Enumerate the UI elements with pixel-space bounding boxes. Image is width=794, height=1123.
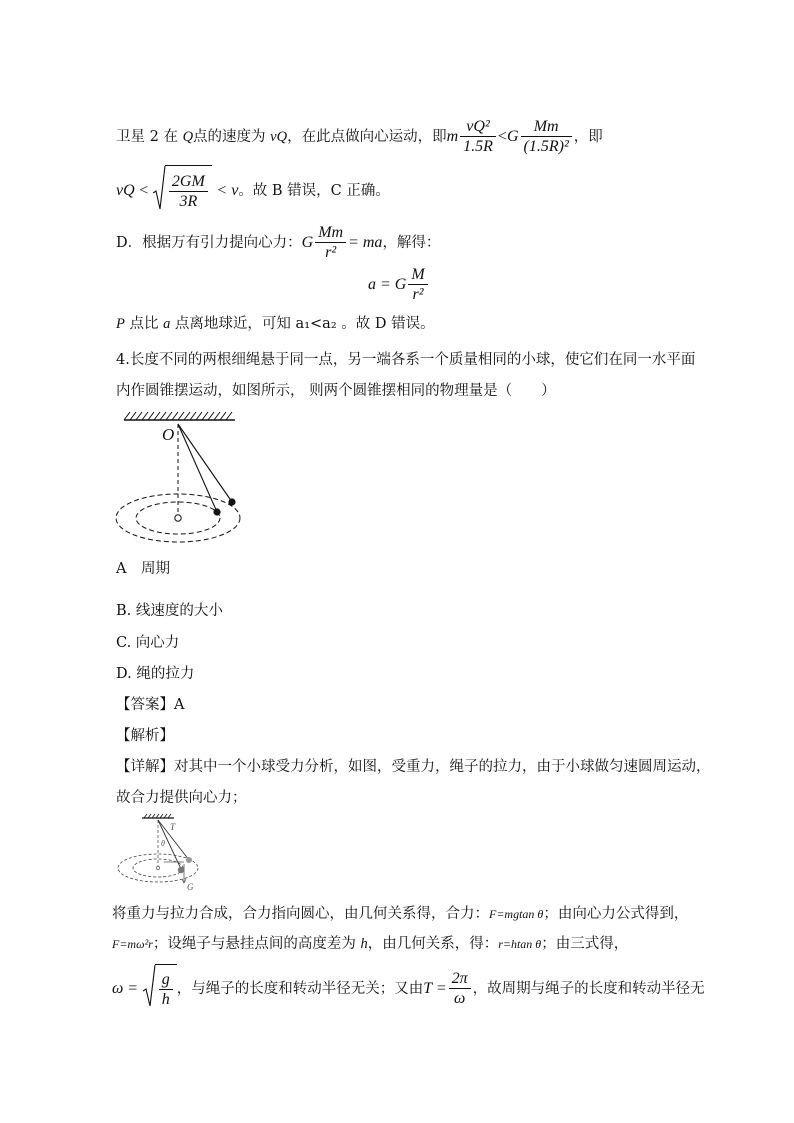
question-4-line-1: 4.长度不同的两根细绳悬于同一点，另一端各系一个质量相同的小球，使它们在同一水平面 [116,352,696,368]
detail-line-2: 故合力提供向心力； [116,790,247,806]
line1-mid2: ，在此点做向心运动，即 [287,129,447,145]
text-line-1 [116,112,603,162]
sqrt-2gm-over-3r: $\frac{2GM}{3R}$ [153,165,212,217]
formula-f-mgtan: F=mgtan θ [489,907,544,921]
fraction-m-over-r2: $\frac{M}{\text{r²}}$ [408,266,427,305]
radical-sign-icon [153,165,166,211]
var-g: G [506,128,519,145]
option-a: A 周期 [116,561,170,577]
line1-prefix: 卫星 2 在 [116,129,183,145]
equals-ma: = ma [348,234,383,251]
a-equals-g: a = G [368,276,407,293]
var-p: P [116,316,125,332]
less-than: < [139,182,149,199]
line2-suffix: 。故 B 错误，C 正确。 [238,183,390,199]
var-a1: a₁ [295,316,311,332]
fraction-vq2-over-1.5r: $\frac{\text{vQ²}}{1.5R}$ [460,118,496,157]
line1-suffix: ，即 [573,129,603,145]
angle-label-theta: θ [161,839,165,848]
detail-line-1: 【详解】对其中一个小球受力分析，如图，受重力，绳子的拉力，由于小球做匀速圆周运动， [116,759,711,775]
bottom-line-3: ω = $\frac{g}{h}$ ，与绳子的长度和转动半径无关；又由T = $\frac{2\pi}{\omega}$ ，故周期与绳子的长度和转动半径无 [112,964,705,1012]
var-h: h [360,936,368,952]
line3-text: D．根据万有引力提向心力： [116,235,302,251]
var-q: Q [182,129,194,145]
var-g: G [301,234,314,251]
formula-acceleration [368,264,430,306]
var-vq: vQ [270,129,288,145]
formula-r-htan: r=htan θ [498,937,542,951]
var-a: a [163,316,171,332]
gravity-label-g: G [187,882,194,892]
option-c: C. 向心力 [116,635,180,651]
tension-label-t: T [170,822,176,832]
bottom-line-1: 将重力与拉力合成，合力指向圆心，由几何关系得，合力：F=mgtan θ；由向心力公式得到， [112,906,689,922]
formula-f-mw2r: F=mω²r [112,937,153,951]
line3-suffix: ，解得： [382,235,441,251]
conical-pendulum-figure [110,410,260,545]
fraction-mm-over-r2: $\frac{Mm}{\text{r²}}$ [315,224,346,263]
answer: 【答案】A [116,697,185,713]
less-than-v: < v [216,182,239,199]
fraction-2pi-over-omega: $\frac{2\pi}{\omega}$ [449,970,471,1009]
line1-mid1: 点的速度为 [193,129,271,145]
question-4-line-2: 内作圆锥摆运动，如图所示， 则两个圆锥摆相同的物理量是（ ） [116,383,556,399]
var-a2: a₂ [322,316,337,332]
var-m: m [446,128,459,145]
pivot-label-o: O [162,425,175,444]
force-analysis-figure [112,812,202,894]
text-line-2 [116,165,390,215]
text-line-3 [116,222,440,264]
sqrt-g-over-h: $\frac{g}{h}$ [143,964,177,1014]
bottom-line-2: F=mω²r；设绳子与悬挂点间的高度差为 h，由几何关系，得：r=htan θ；由三式得， [112,936,629,952]
option-b: B. 线速度的大小 [116,603,223,619]
radical-sign-icon [143,964,156,1008]
t-equals: T = [423,980,447,997]
text-line-5: P 点比 a 点离地球近，可知 a₁<a₂ 。故 D 错误。 [116,316,435,332]
option-d: D. 绳的拉力 [116,666,195,682]
analysis-title: 【解析】 [116,728,174,744]
omega-equals: ω = [112,980,139,997]
fraction-mm-over-1.5r2: $\frac{Mm}{\text{(1.5R)²}}$ [521,118,572,157]
var-vq: vQ [116,182,135,199]
less-than: < [497,128,507,145]
